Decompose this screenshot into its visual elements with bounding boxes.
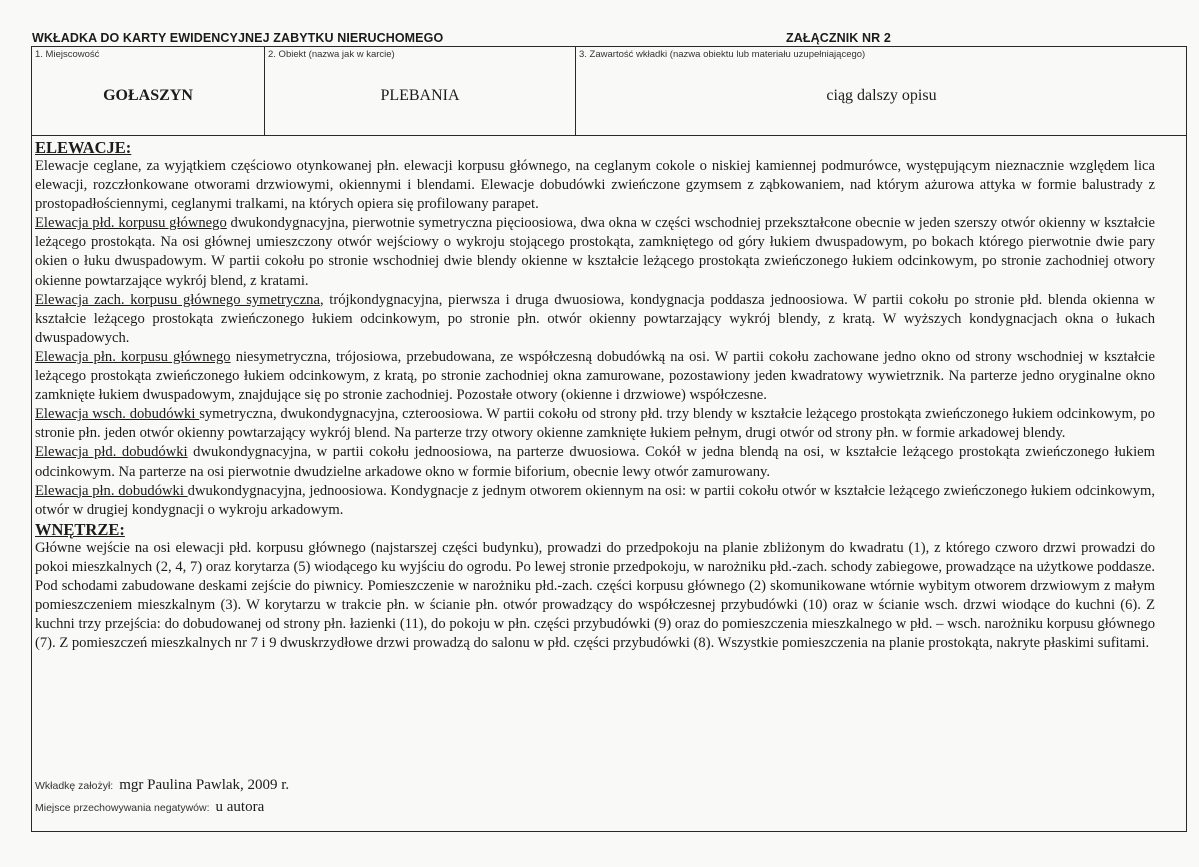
storage-line <box>35 798 264 816</box>
elevation-title: Elewacja zach. korpusu głównego symetryczna <box>35 291 320 308</box>
author-value: mgr Paulina Pawlak, 2009 r. <box>119 777 290 793</box>
field-locality-label: 1. Miejscowość <box>35 49 100 60</box>
elevation-paragraph <box>35 482 1155 520</box>
field-object <box>265 47 576 135</box>
elevation-text: niesymetryczna, trójosiowa, przebudowana, ze współczesną dobudówką na osi. W partii cokołu zachowane jedno okno od strony wschodniej w kształcie leżącego prostokąta zwieńczonego łukiem odcinkowym, z kratą, po stronie zachodniej okna zamurowane, pozostawiony jeden kwadratowy wywietrznik. Na parterze jedno oryginalne okno zamknięte łukiem dwuspadowym, znajdujące się po stronie zachodniej. Pozostałe otwory (okienne i drzwiowe) współczesne. <box>35 348 1156 404</box>
field-locality-value: GOŁASZYN <box>103 87 193 104</box>
elevation-title: Elewacja wsch. dobudówki <box>35 406 200 423</box>
field-contents-value: ciąg dalszy opisu <box>826 87 937 104</box>
section-heading-interior: WNĘTRZE: <box>35 519 125 539</box>
elevation-text: dwukondygnacyjna, w partii cokołu jednoosiowa, na parterze dwuosiowa. Cokół w jedna blendą na osi, w kształcie leżącego prostokąta zwieńczonego łukiem odcinkowym. Na parterze na osi pierwotnie dwudzielne arkadowe okno w formie biforium, obecnie lewy otwór zamurowany. <box>35 444 1155 480</box>
field-object-label: 2. Obiekt (nazwa jak w karcie) <box>268 49 395 60</box>
form-title: WKŁADKA DO KARTY EWIDENCYJNEJ ZABYTKU NIERUCHOMEGO <box>32 31 444 45</box>
elevation-title: Elewacja płn. korpusu głównego <box>35 348 231 365</box>
elevation-paragraph <box>35 348 1155 405</box>
author-line <box>35 776 289 794</box>
field-contents-label: 3. Zawartość wkładki (nazwa obiektu lub materiału uzupełniającego) <box>579 49 866 60</box>
field-object-value: PLEBANIA <box>380 87 460 104</box>
elevation-text: dwukondygnacyjna, jednoosiowa. Kondygnacje z jednym otworem okiennym na osi: w partii cokołu otwór w kształcie leżącego zwieńczonego łukiem odcinkowym, otwór w drugiej kondygnacji o wykroju arkadowym. <box>35 482 1155 518</box>
storage-label: Miejsce przechowywania negatywów: <box>35 802 210 814</box>
elevations-intro: Elewacje ceglane, za wyjątkiem częściowo otynkowanej płn. elewacji korpusu głównego, na ceglanym cokole o niskiej kamiennej podmurówce, występującym nieznacznie względem lica elewacji, rozczłonkowane otworami drzwiowymi, okiennymi i blendami. Elewacje dobudówki zwieńczone gzymsem z ząbkowaniem, nad którym ażurowa attyka w formie balustrady z prostopadłościennymi, ceglanymi tralkami, na których opiera się profilowany parapet. <box>35 158 1155 213</box>
field-locality <box>32 47 265 135</box>
author-label: Wkładkę założył: <box>35 780 114 792</box>
elevation-title: Elewacja płn. dobudówki <box>35 482 188 499</box>
storage-value: u autora <box>215 799 265 815</box>
elevation-title: Elewacja płd. korpusu głównego <box>35 215 227 232</box>
description-body <box>35 138 1155 653</box>
elevation-paragraph <box>35 214 1155 290</box>
interior-description: Główne wejście na osi elewacji płd. korpusu głównego (najstarszej części budynku), prowadzi do przedpokoju na planie zbliżonym do kwadratu (1), z którego czworo drzwi prowadzi do pokoi mieszkalnych (2, 4, 7) oraz korytarza (5) wiodącego ku wyjściu do ogrodu. Po lewej stronie przedpokoju, w narożniku płd.-zach. schody zabiegowe, prowadzące na użytkowe poddasze. Pod schodami zabudowane deskami zejście do piwnicy. Pomieszczenie w narożniku płd.-zach. części korpusu głównego (2) skomunikowane wtórnie wybitym otworem drzwiowym z małym pomieszczeniem mieszkalnym (3). W korytarzu w trakcie płn. w ścianie płn. otwór prowadzący do współczesnej przybudówki (10) oraz w ścianie wsch. drzwi wiodące do kuchni (6). Z kuchni trzy przejścia: do dobudowanej od strony płn. łazienki (11), do pokoju w płn. części przybudówki (9) oraz do pomieszczenia mieszkalnego w płd. – wsch. narożniku korpusu głównego (7). Z pomieszczeń mieszkalnych nr 7 i 9 dwuskrzydłowe drzwi prowadzą do salonu w płd. części przybudówki (8). Wszystkie pomieszczenia na planie prostokąta, nakryte płaskimi sufitami. <box>35 539 1155 652</box>
section-heading-elevations: ELEWACJE: <box>35 138 132 157</box>
elevation-text: , trójkondygnacyjna, pierwsza i druga dwuosiowa, kondygnacja poddasza jednoosiowa. W partii cokołu po stronie płd. blenda okienna w kształcie leżącego prostokąta zwieńczonego łukiem odcinkowym, po stronie płn. otwór okienny powtarzający wykrój blendy, z kratą. W wyższych kondygnacjach okna o łukach dwuspadowych. <box>35 291 1155 346</box>
attachment-number: ZAŁĄCZNIK NR 2 <box>786 31 891 45</box>
header-fields-table <box>31 46 1187 136</box>
field-contents <box>576 47 1187 135</box>
elevation-text: symetryczna, dwukondygnacyjna, czteroosiowa. W partii cokołu od strony płd. trzy blendy w kształcie leżącego prostokąta zwieńczonego łukiem odcinkowym, po stronie płn. jeden otwór okienny powtarzający wykrój blend. Na parterze trzy otwory okienne zamknięte łukiem pełnym, drugi otwór od strony płn. w formie arkadowej blendy. <box>35 406 1155 442</box>
elevation-paragraph <box>35 405 1155 443</box>
elevation-title: Elewacja płd. dobudówki <box>35 444 188 461</box>
elevation-paragraph <box>35 291 1155 348</box>
elevation-paragraph <box>35 443 1155 481</box>
elevation-text: dwukondygnacyjna, pierwotnie symetryczna pięcioosiowa, dwa okna w części wschodniej przekształcone obecnie w jeden szerszy otwór okienny w kształcie leżącego prostokąta. Na osi głównej umieszczony otwór wejściowy o wykroju stojącego prostokąta, zamkniętego od góry łukiem dwuspadowym, po bokach którego pierwotnie dwie pary okien o łuku dwuspadowym. W partii cokołu po stronie wschodniej dwie blendy okienne w kształcie leżącego prostokąta zwieńczonego łukiem odcinkowym, po stronie zachodniej otwory okienne powtarzające wykrój blend, z kratami. <box>35 215 1155 289</box>
